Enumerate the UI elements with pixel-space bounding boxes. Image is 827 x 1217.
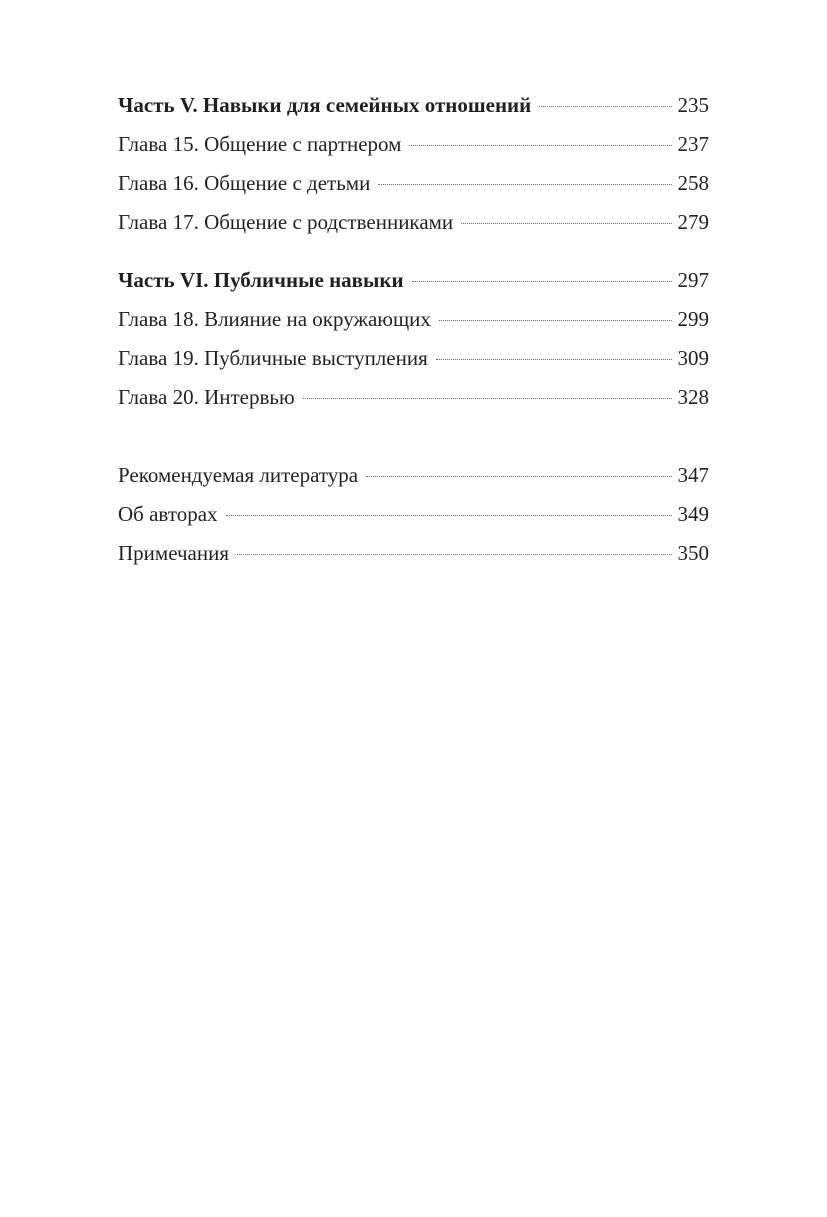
toc-entry-page: 299 — [677, 307, 709, 331]
dot-leader — [436, 359, 672, 360]
toc-entry-page: 309 — [677, 346, 709, 370]
dot-leader — [226, 515, 672, 516]
toc-entry-page: 349 — [677, 502, 709, 526]
dot-leader — [303, 398, 672, 399]
toc-entry-chapter-19[interactable] — [118, 339, 709, 378]
toc-entry-page: 235 — [677, 93, 709, 117]
toc-entry-page: 237 — [677, 132, 709, 156]
toc-group-backmatter — [118, 456, 709, 573]
toc-group-part-6 — [118, 261, 709, 417]
dot-leader — [378, 184, 671, 185]
dot-leader — [539, 106, 671, 107]
toc-entry-page: 297 — [677, 268, 709, 292]
toc-entry-notes[interactable] — [118, 534, 709, 573]
toc-entry-page: 258 — [677, 171, 709, 195]
toc-entry-title: Глава 15. Общение с партнером — [118, 132, 402, 156]
table-of-contents — [118, 86, 709, 573]
toc-entry-title: Часть V. Навыки для семейных отношений — [118, 93, 532, 117]
toc-entry-title: Глава 20. Интервью — [118, 385, 295, 409]
toc-entry-title: Глава 19. Публичные выступления — [118, 346, 428, 370]
toc-entry-title: Рекомендуемая литература — [118, 463, 359, 487]
toc-entry-page: 279 — [677, 210, 709, 234]
toc-entry-title: Глава 18. Влияние на окружающих — [118, 307, 431, 331]
dot-leader — [409, 145, 671, 146]
toc-entry-chapter-16[interactable] — [118, 164, 709, 203]
toc-entry-title: Глава 16. Общение с детьми — [118, 171, 371, 195]
dot-leader — [237, 554, 671, 555]
toc-entry-page: 328 — [677, 385, 709, 409]
toc-entry-title: Примечания — [118, 541, 230, 565]
dot-leader — [412, 281, 672, 282]
toc-entry-about-authors[interactable] — [118, 495, 709, 534]
toc-group-part-5 — [118, 86, 709, 242]
toc-entry-page: 350 — [677, 541, 709, 565]
toc-entry-recommended-reading[interactable] — [118, 456, 709, 495]
group-spacer — [118, 417, 709, 456]
toc-entry-chapter-18[interactable] — [118, 300, 709, 339]
toc-entry-part-5[interactable] — [118, 86, 709, 125]
toc-entry-title: Глава 17. Общение с родственниками — [118, 210, 454, 234]
toc-entry-chapter-15[interactable] — [118, 125, 709, 164]
dot-leader — [461, 223, 671, 224]
toc-entry-part-6[interactable] — [118, 261, 709, 300]
group-spacer — [118, 242, 709, 261]
dot-leader — [439, 320, 672, 321]
dot-leader — [366, 476, 671, 477]
toc-entry-chapter-20[interactable] — [118, 378, 709, 417]
toc-entry-title: Часть VI. Публичные навыки — [118, 268, 404, 292]
toc-entry-title: Об авторах — [118, 502, 218, 526]
toc-entry-chapter-17[interactable] — [118, 203, 709, 242]
toc-entry-page: 347 — [677, 463, 709, 487]
